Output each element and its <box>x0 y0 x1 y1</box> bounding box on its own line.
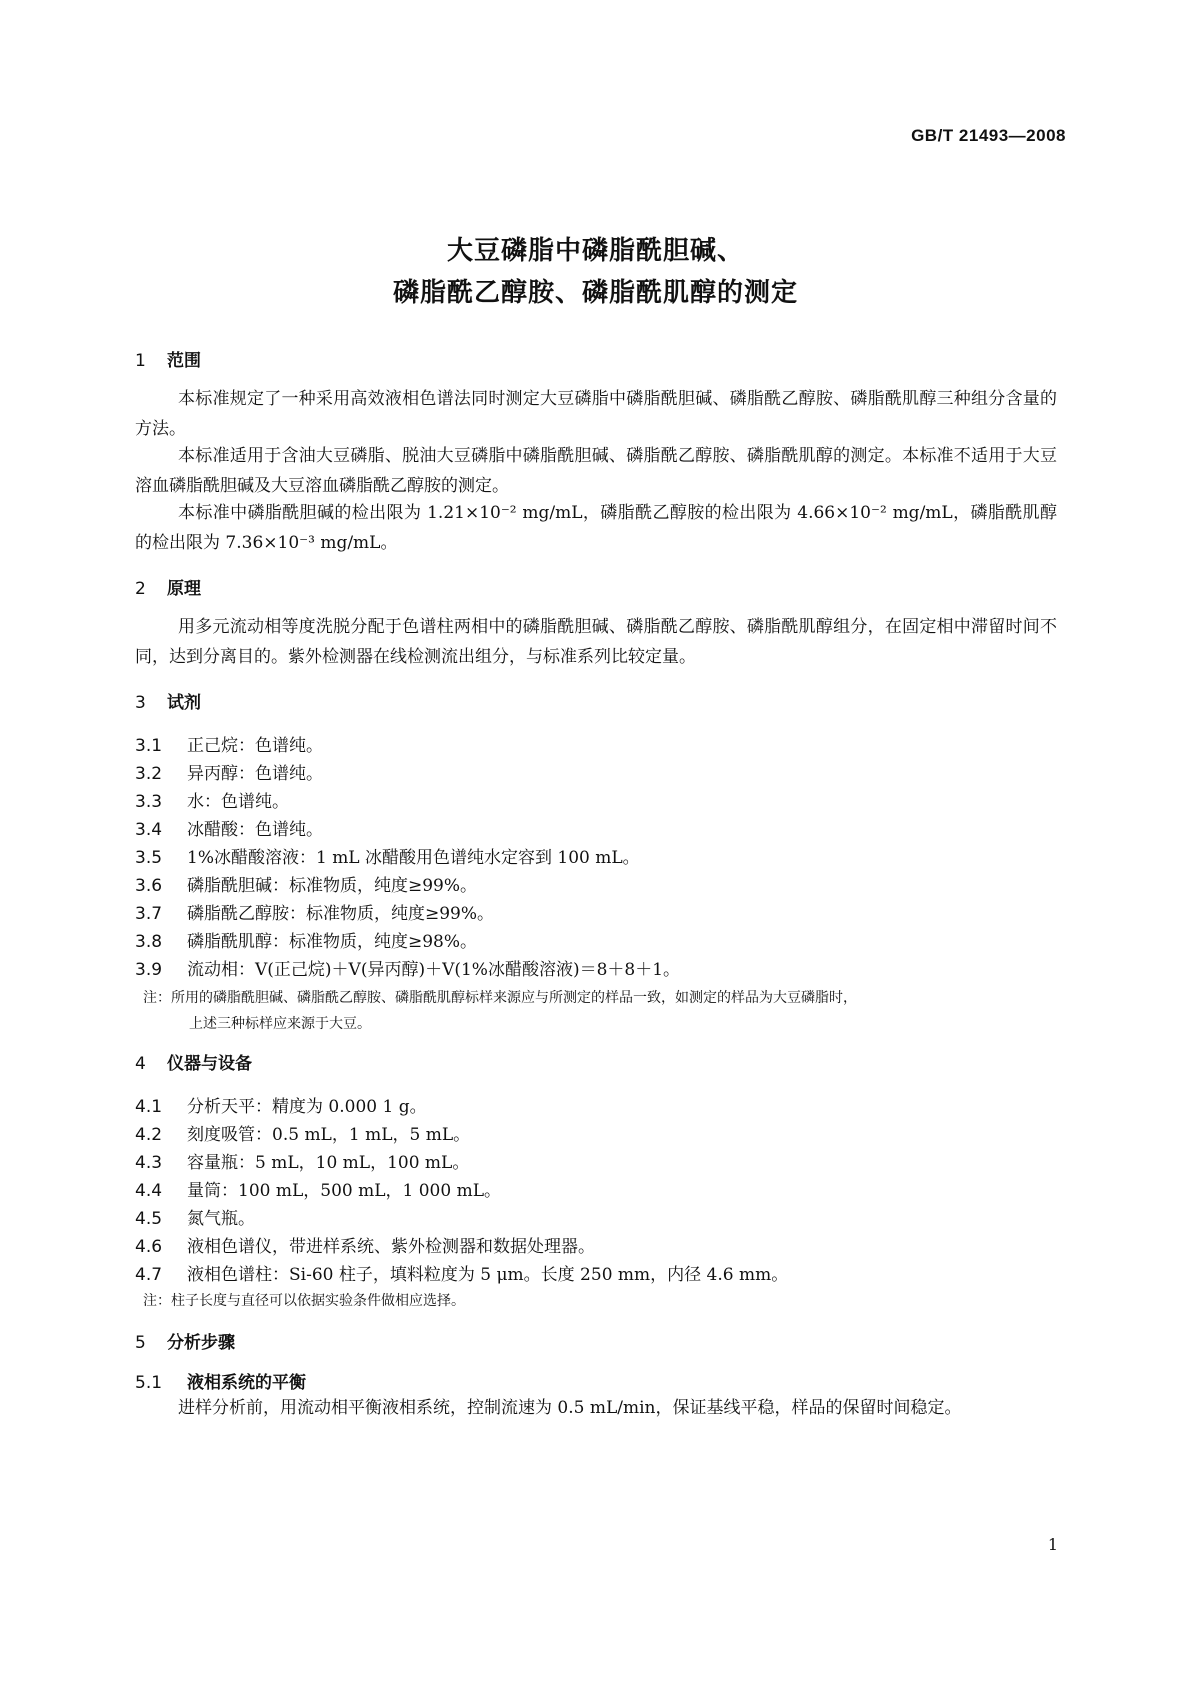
list-item <box>135 731 323 756</box>
list-item <box>135 1092 427 1117</box>
item-text: 正己烷：色谱纯。 <box>187 736 323 756</box>
section-number: 5 <box>135 1333 146 1353</box>
section-1-paragraph-3: 本标准中磷脂酰胆碱的检出限为 1.21×10⁻² mg/mL，磷脂酰乙醇胺的检出限为 4.66×10⁻² mg/mL，磷脂酰肌醇的检出限为 7.36×10⁻³ mg/mL。 <box>135 503 1057 553</box>
item-text: 磷脂酰肌醇：标准物质，纯度≥98%。 <box>187 932 478 952</box>
section-title: 仪器与设备 <box>167 1054 252 1074</box>
item-number: 4.6 <box>135 1237 163 1257</box>
item-text: 氮气瓶。 <box>187 1209 255 1229</box>
page-number: 1 <box>1047 1535 1058 1554</box>
item-text: 分析天平：精度为 0.000 1 g。 <box>187 1097 427 1117</box>
item-text: 量筒：100 mL，500 mL，1 000 mL。 <box>187 1181 502 1201</box>
section-4-heading <box>135 1049 252 1074</box>
section-1-heading <box>135 346 201 371</box>
list-item <box>135 1120 470 1145</box>
item-text: 1%冰醋酸溶液：1 mL 冰醋酸用色谱纯水定容到 100 mL。 <box>187 848 640 868</box>
item-number: 3.8 <box>135 932 163 952</box>
item-text: 流动相：V(正己烷)＋V(异丙醇)＋V(1%冰醋酸溶液)＝8＋8＋1。 <box>187 960 681 980</box>
section-4-note: 注：柱子长度与直径可以依据实验条件做相应选择。 <box>143 1293 465 1309</box>
item-text: 容量瓶：5 mL，10 mL，100 mL。 <box>187 1153 470 1173</box>
section-2-heading <box>135 574 201 599</box>
item-number: 3.7 <box>135 904 163 924</box>
section-3-heading <box>135 688 201 713</box>
item-text: 液相色谱柱：Si-60 柱子，填料粒度为 5 μm。长度 250 mm，内径 4.6 mm。 <box>187 1265 789 1285</box>
item-number: 4.7 <box>135 1265 163 1285</box>
subsection-number: 5.1 <box>135 1373 163 1393</box>
section-3-note-line-2: 上述三种标样应来源于大豆。 <box>189 1016 371 1032</box>
section-title: 试剂 <box>167 693 201 713</box>
item-number: 3.6 <box>135 876 163 896</box>
list-item <box>135 1148 469 1173</box>
item-text: 刻度吸管：0.5 mL，1 mL，5 mL。 <box>187 1125 471 1145</box>
item-number: 4.2 <box>135 1125 163 1145</box>
section-number: 2 <box>135 579 146 599</box>
list-item <box>135 787 289 812</box>
section-1-paragraph-1: 本标准规定了一种采用高效液相色谱法同时测定大豆磷脂中磷脂酰胆碱、磷脂酰乙醇胺、磷脂酰肌醇三种组分含量的方法。 <box>135 389 1057 439</box>
subsection-5-1-paragraph: 进样分析前，用流动相平衡液相系统，控制流速为 0.5 mL/min，保证基线平稳，样品的保留时间稳定。 <box>178 1398 962 1418</box>
list-item <box>135 871 477 896</box>
list-item <box>135 899 494 924</box>
list-item <box>135 1204 255 1229</box>
subsection-5-1-heading <box>135 1368 306 1393</box>
item-number: 3.2 <box>135 764 163 784</box>
item-number: 3.1 <box>135 736 163 756</box>
list-item <box>135 843 640 868</box>
item-number: 4.4 <box>135 1181 163 1201</box>
list-item <box>135 955 680 980</box>
item-text: 液相色谱仪，带进样系统、紫外检测器和数据处理器。 <box>187 1237 595 1257</box>
item-number: 3.4 <box>135 820 163 840</box>
list-item <box>135 927 477 952</box>
item-number: 4.5 <box>135 1209 163 1229</box>
list-item <box>135 759 323 784</box>
section-5-heading <box>135 1328 235 1353</box>
list-item <box>135 1260 788 1285</box>
section-3-note-line-1: 注：所用的磷脂酰胆碱、磷脂酰乙醇胺、磷脂酰肌醇标样来源应与所测定的样品一致，如测定的样品为大豆磷脂时， <box>143 990 857 1006</box>
item-text: 磷脂酰乙醇胺：标准物质，纯度≥99%。 <box>187 904 495 924</box>
list-item <box>135 1176 501 1201</box>
item-text: 异丙醇：色谱纯。 <box>187 764 323 784</box>
item-text: 水：色谱纯。 <box>187 792 289 812</box>
section-2-paragraph-1: 用多元流动相等度洗脱分配于色谱柱两相中的磷脂酰胆碱、磷脂酰乙醇胺、磷脂酰肌醇组分，在固定相中滞留时间不同，达到分离目的。紫外检测器在线检测流出组分，与标准系列比较定量。 <box>135 617 1057 667</box>
item-number: 4.1 <box>135 1097 163 1117</box>
document-title-line-1: 大豆磷脂中磷脂酰胆碱、 <box>446 236 744 266</box>
document-title-line-2: 磷脂酰乙醇胺、磷脂酰肌醇的测定 <box>392 278 798 308</box>
item-number: 3.9 <box>135 960 163 980</box>
subsection-title: 液相系统的平衡 <box>187 1373 306 1393</box>
section-number: 4 <box>135 1054 146 1074</box>
section-number: 3 <box>135 693 146 713</box>
section-title: 分析步骤 <box>167 1333 235 1353</box>
list-item <box>135 815 323 840</box>
item-text: 冰醋酸：色谱纯。 <box>187 820 323 840</box>
item-number: 4.3 <box>135 1153 163 1173</box>
item-number: 3.5 <box>135 848 163 868</box>
section-1-paragraph-2: 本标准适用于含油大豆磷脂、脱油大豆磷脂中磷脂酰胆碱、磷脂酰乙醇胺、磷脂酰肌醇的测定。本标准不适用于大豆溶血磷脂酰胆碱及大豆溶血磷脂酰乙醇胺的测定。 <box>135 446 1057 496</box>
list-item <box>135 1232 595 1257</box>
section-number: 1 <box>135 351 146 371</box>
standard-number: GB/T 21493—2008 <box>911 126 1066 145</box>
section-title: 原理 <box>167 579 201 599</box>
item-number: 3.3 <box>135 792 163 812</box>
item-text: 磷脂酰胆碱：标准物质，纯度≥99%。 <box>187 876 478 896</box>
section-title: 范围 <box>167 351 201 371</box>
